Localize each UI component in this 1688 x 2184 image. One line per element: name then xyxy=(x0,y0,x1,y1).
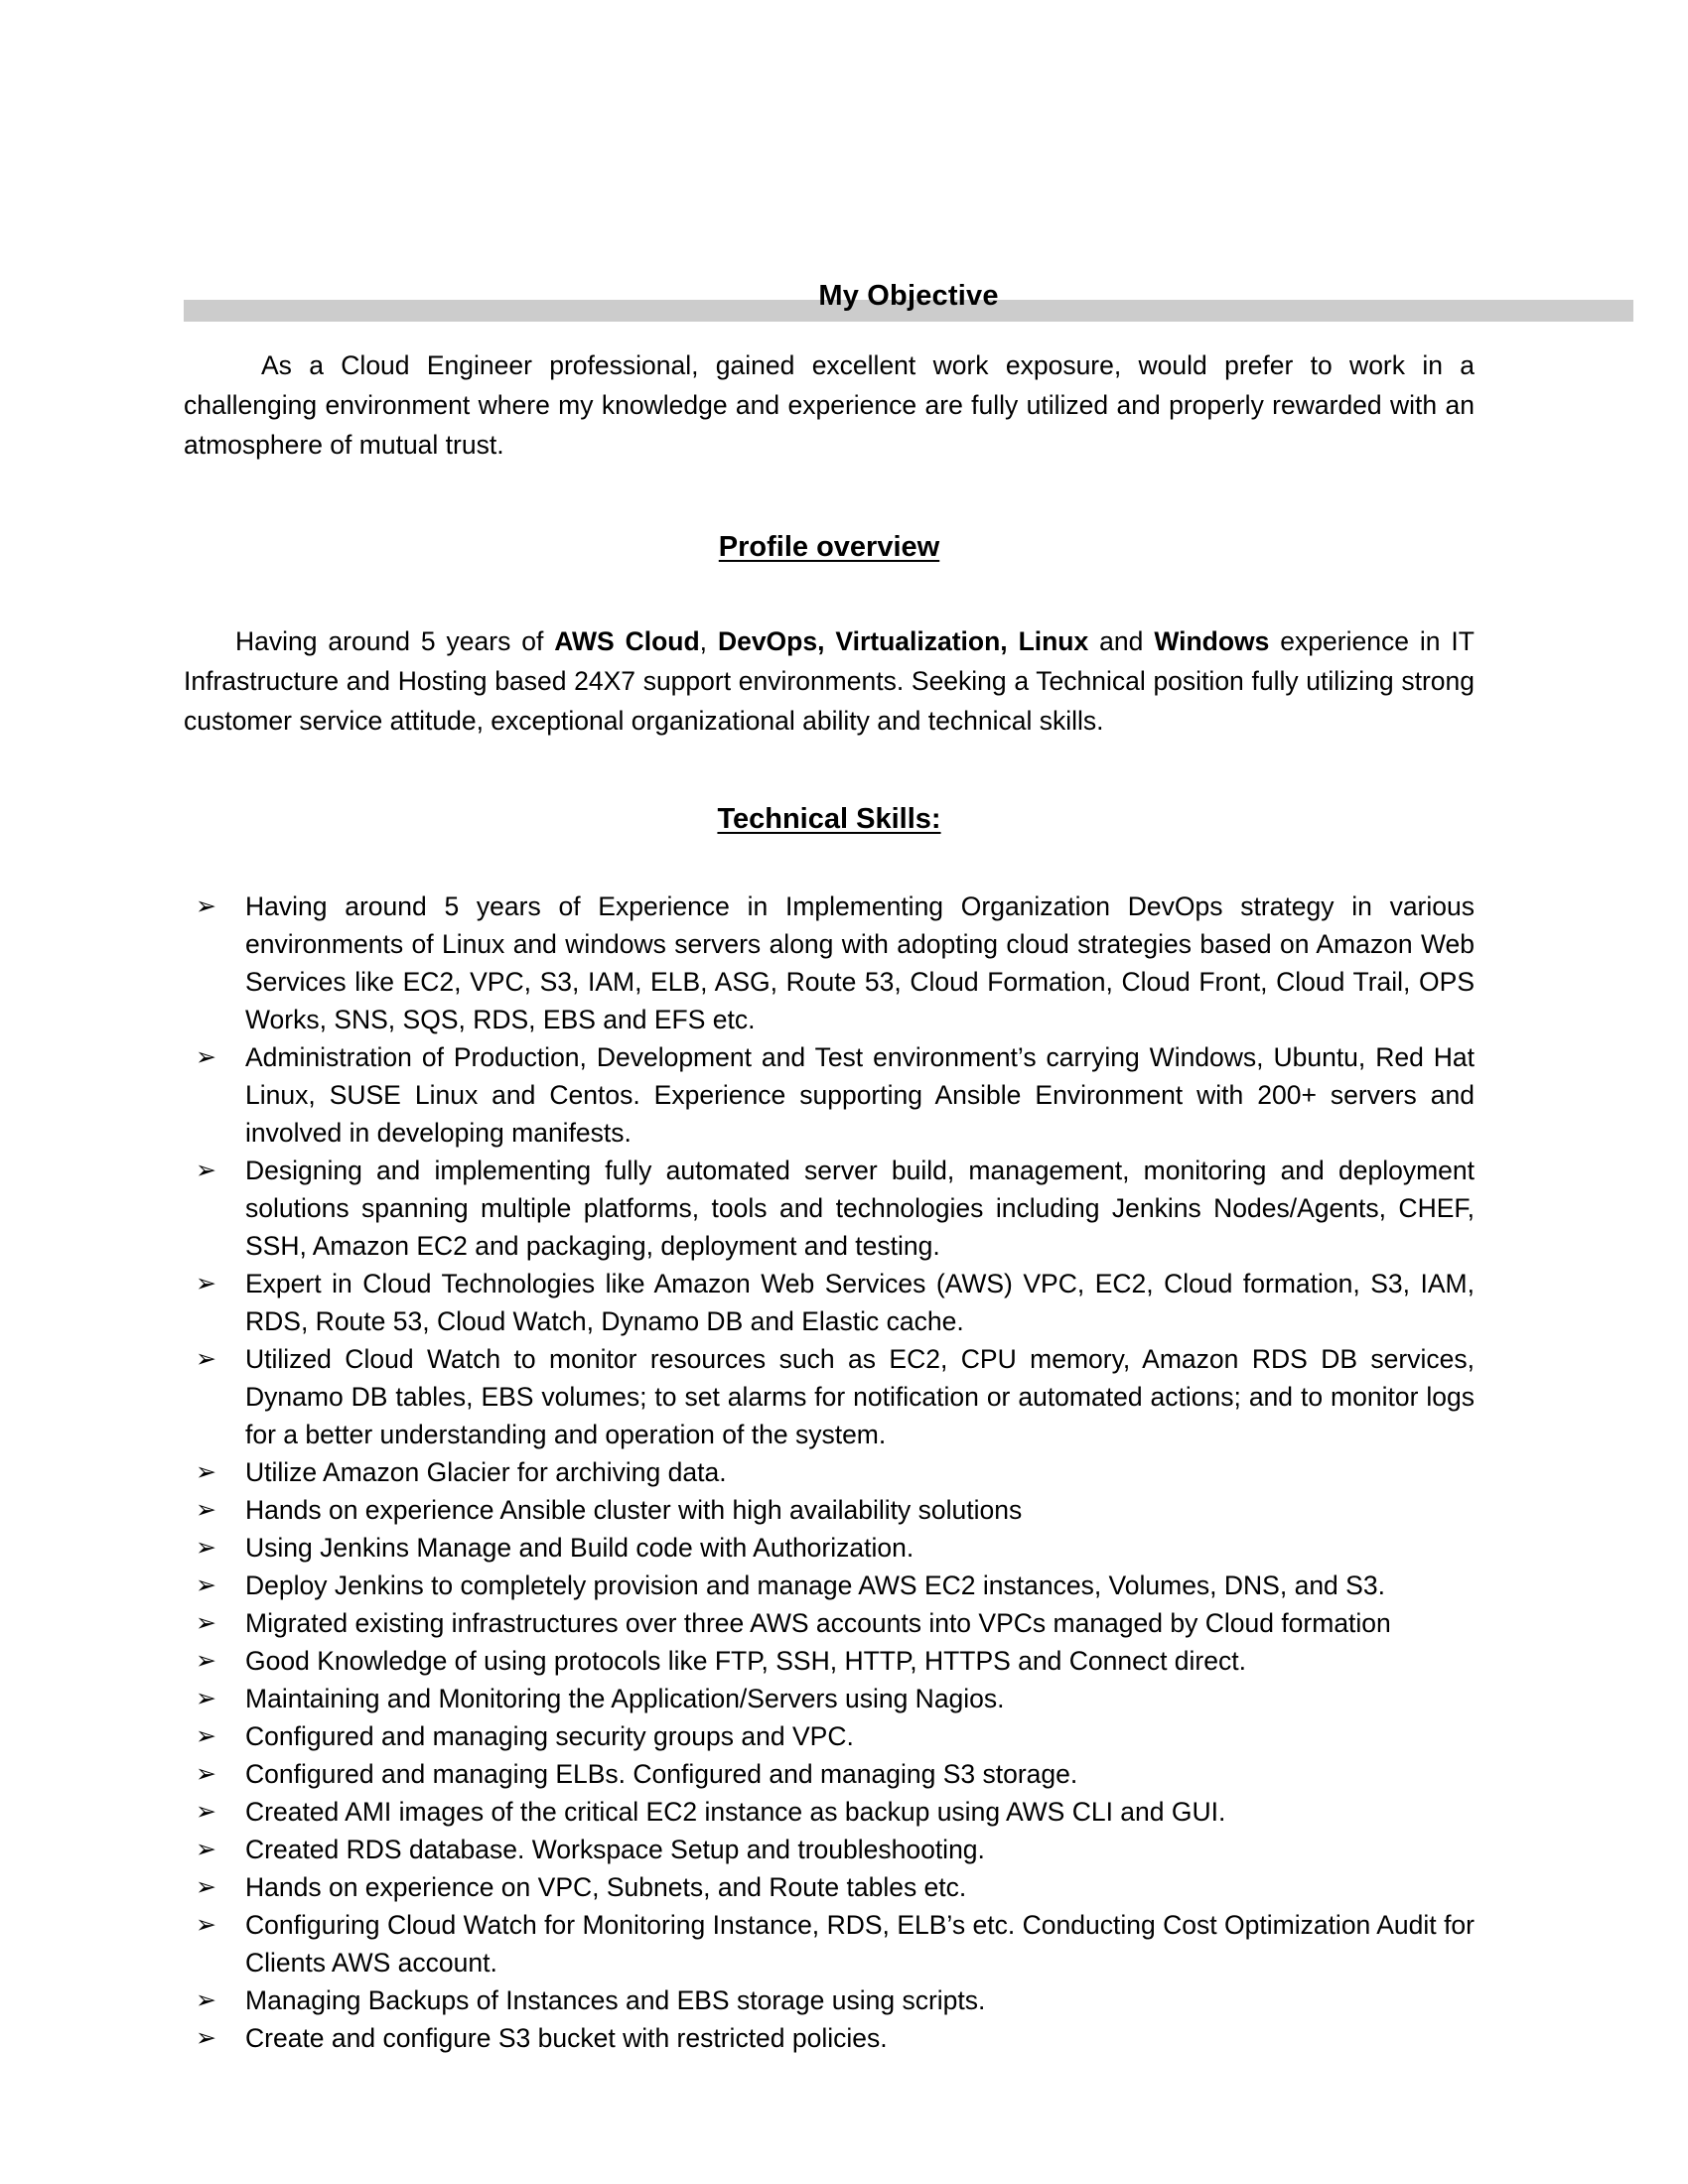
technical-skill-text: Designing and implementing fully automated server build, management, monitoring and deployment solutions spanning multiple platforms, tools and technologies including Jenkins Nodes/Agents, CHEF, SSH, Amazon EC2 and packaging, deployment and testing. xyxy=(245,1156,1475,1261)
technical-skill-item xyxy=(184,1340,1475,1453)
technical-skill-text: Configuring Cloud Watch for Monitoring Instance, RDS, ELB’s etc. Conducting Cost Optimization Audit for Clients AWS account. xyxy=(245,1910,1475,1978)
technical-skill-item xyxy=(184,1567,1475,1604)
arrow-bullet-icon: ➢ xyxy=(196,1457,216,1486)
profile-tail-text: experience in IT Infrastructure and Hosting based 24X7 support environments. Seeking a Technical position fully utilizing strong customer service attitude, exceptional organizational ability and technical skills. xyxy=(184,626,1475,736)
arrow-bullet-icon: ➢ xyxy=(196,1797,216,1826)
technical-skill-item xyxy=(184,1680,1475,1717)
technical-skill-item xyxy=(184,1642,1475,1680)
technical-skill-text: Migrated existing infrastructures over three AWS accounts into VPCs managed by Cloud formation xyxy=(245,1608,1391,1638)
arrow-bullet-icon: ➢ xyxy=(196,1646,216,1675)
profile-lead-text: Having around 5 years of xyxy=(235,626,555,656)
profile-bold-aws-cloud: AWS Cloud xyxy=(554,626,700,656)
arrow-bullet-icon: ➢ xyxy=(196,1759,216,1788)
technical-skill-item xyxy=(184,1755,1475,1793)
arrow-bullet-icon: ➢ xyxy=(196,1269,216,1297)
arrow-bullet-icon: ➢ xyxy=(196,2023,216,2052)
technical-skill-item xyxy=(184,1717,1475,1755)
section-banner-title: My Objective xyxy=(818,280,999,312)
document-content xyxy=(184,345,1475,2057)
technical-skill-text: Managing Backups of Instances and EBS storage using scripts. xyxy=(245,1985,986,2015)
technical-skill-text: Maintaining and Monitoring the Application/Servers using Nagios. xyxy=(245,1684,1005,1713)
spacer xyxy=(184,465,1475,528)
technical-skill-item xyxy=(184,1604,1475,1642)
profile-bold-devops-virtualization-linux: DevOps, Virtualization, Linux xyxy=(717,626,1089,656)
arrow-bullet-icon: ➢ xyxy=(196,1570,216,1599)
arrow-bullet-icon: ➢ xyxy=(196,891,216,920)
technical-skill-text: Using Jenkins Manage and Build code with Authorization. xyxy=(245,1533,914,1563)
technical-skill-text: Configured and managing security groups and VPC. xyxy=(245,1721,854,1751)
technical-skill-text: Hands on experience on VPC, Subnets, and Route tables etc. xyxy=(245,1872,967,1902)
technical-skill-item xyxy=(184,1529,1475,1567)
arrow-bullet-icon: ➢ xyxy=(196,1910,216,1939)
arrow-bullet-icon: ➢ xyxy=(196,1042,216,1071)
technical-skill-item xyxy=(184,1868,1475,1906)
technical-skill-text: Having around 5 years of Experience in Implementing Organization DevOps strategy in various environments of Linux and windows servers along with adopting cloud strategies based on Amazon Web Services like EC2, VPC, S3, IAM, ELB, ASG, Route 53, Cloud Formation, Cloud Front, Cloud Trail, OPS Works, SNS, SQS, RDS, EBS and EFS etc. xyxy=(245,891,1475,1034)
profile-overview-heading: Profile overview xyxy=(718,531,940,563)
technical-skill-text: Good Knowledge of using protocols like FTP, SSH, HTTP, HTTPS and Connect direct. xyxy=(245,1646,1246,1676)
technical-skill-item xyxy=(184,1453,1475,1491)
technical-skill-text: Created AMI images of the critical EC2 instance as backup using AWS CLI and GUI. xyxy=(245,1797,1226,1827)
technical-skills-heading: Technical Skills: xyxy=(717,803,941,835)
technical-skill-text: Utilize Amazon Glacier for archiving data. xyxy=(245,1457,727,1487)
spacer xyxy=(184,566,1475,621)
arrow-bullet-icon: ➢ xyxy=(196,1533,216,1562)
technical-skill-text: Create and configure S3 bucket with restricted policies. xyxy=(245,2023,888,2053)
technical-skills-list xyxy=(184,887,1475,2057)
technical-skill-text: Configured and managing ELBs. Configured and managing S3 storage. xyxy=(245,1759,1078,1789)
technical-skill-text: Administration of Production, Development and Test environment’s carrying Windows, Ubuntu, Red Hat Linux, SUSE Linux and Centos. Experience supporting Ansible Environment with 200+ servers and involved in developing manifests. xyxy=(245,1042,1475,1148)
profile-separator-2: and xyxy=(1088,626,1155,656)
technical-skill-text: Hands on experience Ansible cluster with high availability solutions xyxy=(245,1495,1023,1525)
technical-skill-text: Deploy Jenkins to completely provision and manage AWS EC2 instances, Volumes, DNS, and S3. xyxy=(245,1570,1385,1600)
arrow-bullet-icon: ➢ xyxy=(196,1985,216,2014)
arrow-bullet-icon: ➢ xyxy=(196,1344,216,1373)
objective-paragraph xyxy=(184,345,1475,465)
technical-skill-text: Expert in Cloud Technologies like Amazon Web Services (AWS) VPC, EC2, Cloud formation, S3, IAM, RDS, Route 53, Cloud Watch, Dynamo DB and Elastic cache. xyxy=(245,1269,1475,1336)
technical-skill-item xyxy=(184,1906,1475,1981)
technical-skill-item xyxy=(184,1152,1475,1265)
arrow-bullet-icon: ➢ xyxy=(196,1608,216,1637)
technical-skill-text: Utilized Cloud Watch to monitor resources such as EC2, CPU memory, Amazon RDS DB services, Dynamo DB tables, EBS volumes; to set alarms for notification or automated actions; and to monitor logs for a better understanding and operation of the system. xyxy=(245,1344,1475,1449)
arrow-bullet-icon: ➢ xyxy=(196,1156,216,1184)
technical-skill-item xyxy=(184,1038,1475,1152)
profile-overview-paragraph xyxy=(184,621,1475,741)
spacer xyxy=(184,838,1475,887)
technical-skill-item xyxy=(184,1491,1475,1529)
arrow-bullet-icon: ➢ xyxy=(196,1721,216,1750)
technical-skill-item xyxy=(184,2019,1475,2057)
objective-text: As a Cloud Engineer professional, gained excellent work exposure, would prefer to work in a challenging environment where my knowledge and experience are fully utilized and properly rewarded with an atmosphere of mutual trust. xyxy=(184,350,1475,460)
arrow-bullet-icon: ➢ xyxy=(196,1835,216,1863)
technical-skill-item xyxy=(184,1981,1475,2019)
arrow-bullet-icon: ➢ xyxy=(196,1684,216,1712)
technical-skill-item xyxy=(184,1793,1475,1831)
technical-skill-item xyxy=(184,887,1475,1038)
spacer xyxy=(184,741,1475,800)
technical-skill-item xyxy=(184,1265,1475,1340)
technical-skill-text: Created RDS database. Workspace Setup and troubleshooting. xyxy=(245,1835,985,1864)
arrow-bullet-icon: ➢ xyxy=(196,1495,216,1524)
technical-skill-item xyxy=(184,1831,1475,1868)
arrow-bullet-icon: ➢ xyxy=(196,1872,216,1901)
profile-bold-windows: Windows xyxy=(1154,626,1270,656)
section-banner-my-objective xyxy=(184,280,1633,322)
profile-separator-1: , xyxy=(699,626,718,656)
